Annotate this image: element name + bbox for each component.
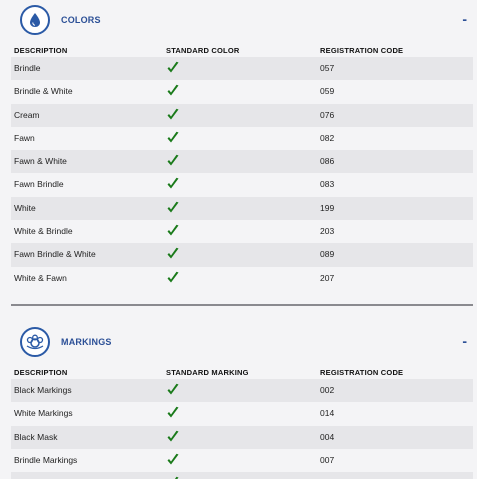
colors-section-title: COLORS <box>61 15 101 25</box>
checkmark-icon <box>166 430 180 444</box>
row-registration-code: 199 <box>320 202 335 213</box>
markings-collapse-toggle[interactable]: - <box>462 333 467 349</box>
checkmark-icon <box>166 177 180 191</box>
table-row <box>11 243 473 266</box>
water-drop-icon <box>20 5 50 35</box>
row-registration-code: 059 <box>320 86 335 97</box>
checkmark-icon <box>166 406 180 420</box>
markings-column-headers <box>11 365 473 379</box>
table-row <box>11 472 473 479</box>
row-registration-code: 082 <box>320 132 335 143</box>
colors-section <box>11 9 473 290</box>
table-row <box>11 80 473 103</box>
checkmark-icon <box>166 84 180 98</box>
table-row <box>11 173 473 196</box>
row-description: Fawn & White <box>14 156 67 167</box>
row-registration-code: 002 <box>320 385 335 395</box>
checkmark-icon <box>166 247 180 261</box>
colors-section-header[interactable] <box>11 9 473 43</box>
row-description: White Markings <box>14 408 73 419</box>
row-description: Black Markings <box>14 385 72 395</box>
table-row <box>11 449 473 472</box>
table-row <box>11 150 473 173</box>
table-row <box>11 267 473 290</box>
markings-section <box>11 331 473 479</box>
row-description: Fawn Brindle <box>14 179 64 190</box>
section-divider <box>11 304 473 306</box>
row-description: Brindle & White <box>14 86 73 97</box>
column-header-standard-marking: STANDARD MARKING <box>166 368 249 377</box>
row-description: White & Fawn <box>14 272 67 283</box>
row-registration-code: 014 <box>320 408 335 419</box>
colors-table <box>11 57 473 290</box>
row-registration-code: 057 <box>320 63 335 73</box>
paw-pattern-icon <box>20 327 50 357</box>
row-registration-code: 089 <box>320 249 335 260</box>
row-description: Black Mask <box>14 431 58 442</box>
row-registration-code: 007 <box>320 454 335 465</box>
checkmark-icon <box>166 108 180 122</box>
colors-column-headers <box>11 43 473 57</box>
markings-section-header[interactable] <box>11 331 473 365</box>
row-description: Brindle <box>14 63 41 73</box>
table-row <box>11 57 473 80</box>
table-row <box>11 197 473 220</box>
row-description: White <box>14 202 36 213</box>
column-header-registration-code: REGISTRATION CODE <box>320 46 404 55</box>
table-row <box>11 426 473 449</box>
column-header-registration-code: REGISTRATION CODE <box>320 368 404 377</box>
colors-collapse-toggle[interactable]: - <box>462 11 467 27</box>
checkmark-icon <box>166 131 180 145</box>
checkmark-icon <box>166 453 180 467</box>
table-row <box>11 402 473 425</box>
checkmark-icon <box>166 271 180 285</box>
row-registration-code: 086 <box>320 156 335 167</box>
row-description: White & Brindle <box>14 226 73 237</box>
column-header-description: DESCRIPTION <box>14 368 68 377</box>
row-description: Fawn Brindle & White <box>14 249 96 260</box>
table-row <box>11 220 473 243</box>
row-description: Fawn <box>14 132 35 143</box>
checkmark-icon <box>166 154 180 168</box>
column-header-description: DESCRIPTION <box>14 46 68 55</box>
row-registration-code: 004 <box>320 431 335 442</box>
row-registration-code: 083 <box>320 179 335 190</box>
checkmark-icon <box>166 383 180 397</box>
markings-section-title: MARKINGS <box>61 337 112 347</box>
checkmark-icon <box>166 224 180 238</box>
checkmark-icon <box>166 61 180 75</box>
checkmark-icon <box>166 201 180 215</box>
table-row <box>11 379 473 402</box>
table-row <box>11 104 473 127</box>
row-registration-code: 207 <box>320 272 335 283</box>
row-description: Cream <box>14 109 40 120</box>
markings-table <box>11 379 473 479</box>
row-registration-code: 203 <box>320 226 335 237</box>
table-row <box>11 127 473 150</box>
row-registration-code: 076 <box>320 109 335 120</box>
row-description: Brindle Markings <box>14 454 78 465</box>
column-header-standard-color: STANDARD COLOR <box>166 46 240 55</box>
